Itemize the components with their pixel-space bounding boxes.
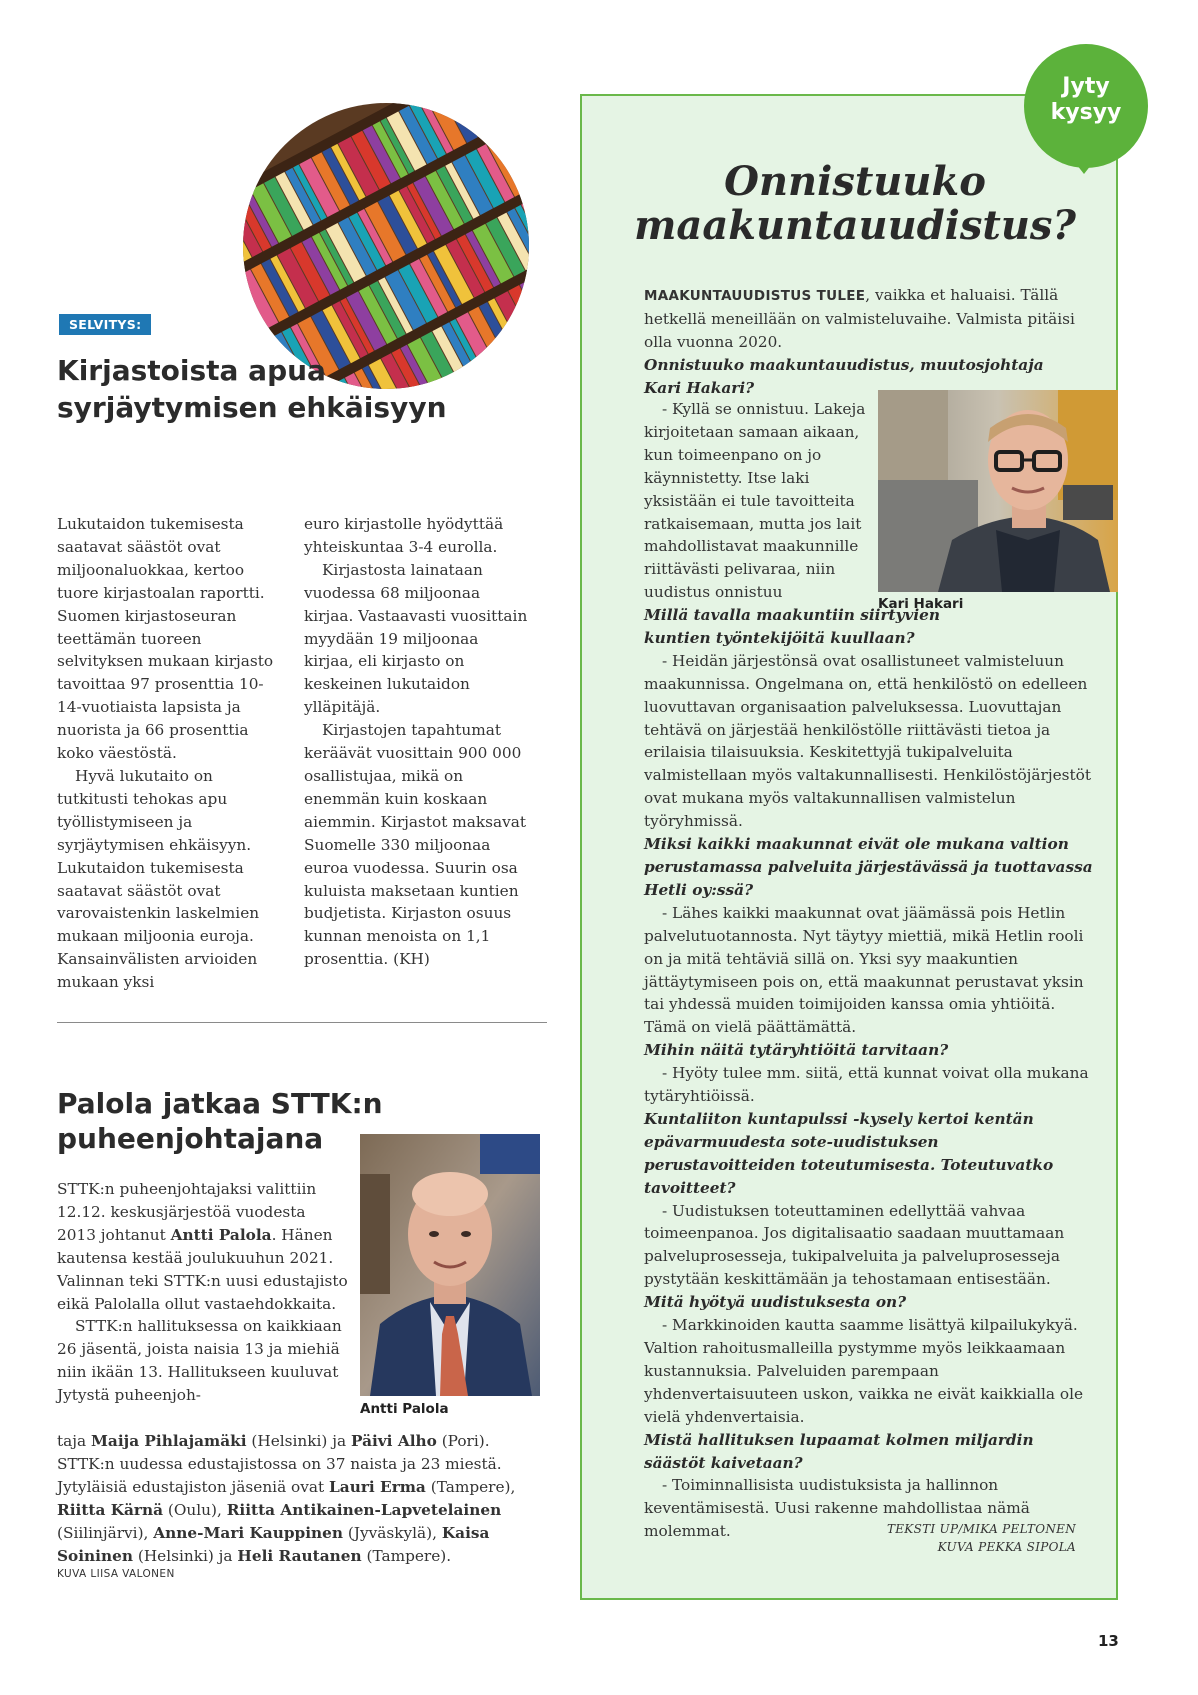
question: Mistä hallituksen lupaamat kolmen miljardin säästöt kaivetaan? bbox=[644, 1430, 1034, 1472]
credit-line: TEKSTI UP/MIKA PELTONEN bbox=[886, 1522, 1076, 1536]
person-name: Kaisa Soininen bbox=[57, 1523, 490, 1565]
palola-paragraph bbox=[57, 1178, 349, 1315]
library-paragraph: euro kirjastolle hyödyttää yhteiskuntaa 3-4 eurolla. bbox=[304, 515, 504, 556]
text-run: (Tampere), bbox=[425, 1477, 516, 1496]
interview-answer-1 bbox=[644, 398, 874, 604]
palola-portrait bbox=[360, 1134, 540, 1396]
bookshelf-photo bbox=[243, 103, 529, 389]
question: Mihin näitä tytäryhtiöitä tarvitaan? bbox=[644, 1041, 949, 1060]
bubble-line: Jyty bbox=[1062, 74, 1110, 99]
palola-body-lower bbox=[57, 1430, 527, 1567]
library-paragraph: Hyvä lukutaito on tutkitusti tehokas apu työllistymiseen ja syrjäytymisen ehkäisyyn. Lukutaidon tukemisesta saatavat säästöt ovat varovaistenkin laskelmien mukaan miljoonia euroja. Kansainvälisten arvioiden mukaan yksi bbox=[57, 766, 260, 992]
interview-body bbox=[644, 604, 1094, 1543]
library-headline: Kirjastoista apua syrjäytymisen ehkäisyyn bbox=[57, 354, 447, 424]
library-column-1 bbox=[57, 513, 279, 994]
answer: - Hyöty tulee mm. siitä, että kunnat voivat olla mukana tytäryhtiöissä. bbox=[644, 1064, 1089, 1106]
palola-headline: Palola jatkaa STTK:n puheenjohtajana bbox=[57, 1087, 383, 1155]
palola-body-upper bbox=[57, 1178, 349, 1407]
kari-hakari-portrait bbox=[878, 390, 1118, 592]
palola-photo-caption: Antti Palola bbox=[360, 1401, 449, 1417]
person-name: Riitta Antikainen-Lapvetelainen bbox=[226, 1500, 502, 1519]
library-column-2 bbox=[304, 513, 532, 971]
library-paragraph: Kirjastosta lainataan vuodessa 68 miljoonaa kirjaa. Vastaavasti vuosittain myydään 19 miljoonaa kirjaa, eli kirjasto on keskeinen lukutaidon ylläpitäjä. bbox=[304, 560, 528, 717]
interview-headline bbox=[620, 160, 1090, 248]
headline-line: Onnistuuko bbox=[724, 158, 986, 205]
answer: - Toiminnallisista uudistuksista ja hallinnon keventämisestä. Uusi rakenne mahdollistaa nämä molemmat. bbox=[644, 1476, 1030, 1541]
lead-paragraph bbox=[644, 284, 1094, 354]
text-run: , vaikka et haluaisi. Tällä hetkellä meneillään on valmisteluvaihe. Valmista pitäisi olla vuonna 2020. bbox=[644, 286, 1075, 351]
page-number: 13 bbox=[1098, 1632, 1119, 1650]
question: Mitä hyötyä uudistuksesta on? bbox=[644, 1293, 907, 1312]
book-spine bbox=[487, 103, 525, 118]
book-spine bbox=[474, 103, 514, 124]
palola-paragraph bbox=[57, 1430, 527, 1567]
kari-photo-caption: Kari Hakari bbox=[878, 596, 964, 612]
person-name: Antti Palola bbox=[170, 1225, 272, 1244]
answer: - Heidän järjestönsä ovat osallistuneet valmisteluun maakunnissa. Ongelmana on, että henkilöstö on edelleen luovuttavan organisaation palveluksessa. Luovuttajan tehtävä on järjestää henkilöstölle riittävästi tietoa ja erilaisia tilaisuuksia. Keskitettyjä tukipalveluita valmistellaan myös valtakunnallisesti. Henkilöstöjärjestöt ovat mukana myös valtakunnallisen valmistelun työryhmissä. bbox=[644, 651, 1092, 831]
text-run: (Helsinki) ja bbox=[132, 1546, 238, 1565]
book-spine bbox=[513, 124, 529, 182]
person-name: Päivi Alho bbox=[350, 1432, 437, 1450]
answer: - Kyllä se onnistuu. Lakeja kirjoitetaan samaan aikaan, kun toimeenpano on jo käynnistetty. Itse laki yksistään ei tule tavoitteita ratkaisemaan, mutta jos lait mahdollistavat maakunnille riittävästi pelivaraa, niin uudistus onnistuu bbox=[644, 400, 866, 602]
text-run: taja bbox=[57, 1432, 91, 1450]
book-spine bbox=[506, 103, 529, 107]
book-spine bbox=[497, 103, 529, 112]
headline-line: maakuntauudistus? bbox=[634, 202, 1076, 249]
jyty-kysyy-bubble bbox=[1024, 44, 1148, 168]
book-spine bbox=[468, 103, 501, 127]
person-name: Riitta Kärnä bbox=[57, 1500, 164, 1519]
book-spine bbox=[524, 120, 529, 177]
section-tag: SELVITYS: bbox=[59, 314, 151, 335]
text-run: (Oulu), bbox=[163, 1500, 227, 1519]
question: Kuntaliiton kuntapulssi -kysely kertoi kentän epävarmuudesta sote-uudistuksen perustavoitteiden toteutumisesta. Toteutuvatko tavoitteet? bbox=[644, 1109, 1054, 1197]
person-name: Anne-Mari Kauppinen bbox=[153, 1523, 344, 1542]
text-run: (Pori). STTK:n uudessa edustajistossa on 37 naista ja 23 miestä. Jytyläisiä edustajiston jäseniä ovat bbox=[57, 1432, 502, 1496]
question: Millä tavalla maakuntiin siirtyvien kuntien työntekijöitä kuullaan? bbox=[644, 606, 941, 647]
credit-line: KUVA PEKKA SIPOLA bbox=[937, 1540, 1076, 1554]
question: Onnistuuko maakuntauudistus, muutosjohtaja Kari Hakari? bbox=[644, 355, 1044, 397]
text-run: (Tampere). bbox=[361, 1546, 452, 1565]
question: Miksi kaikki maakunnat eivät ole mukana valtion perustamassa palveluita järjestävässä ja tuottavassa Hetli oy:ssä? bbox=[644, 835, 1093, 899]
library-paragraph: Lukutaidon tukemisesta saatavat säästöt ovat miljoonaluokkaa, kertoo tuore kirjastoalan raportti. Suomen kirjastoseuran teettämän tuoreen selvityksen mukaan kirjasto tavoittaa 97 prosenttia 10-14-vuotiaista lapsista ja nuorista ja 66 prosenttia koko väestöstä. bbox=[57, 515, 274, 763]
palola-photo-credit: KUVA LIISA VALONEN bbox=[57, 1568, 175, 1580]
answer: - Uudistuksen toteuttaminen edellyttää vahvaa toimeenpanoa. Jos digitalisaatio saadaan muuttamaan palveluprosesseja, tukipalveluita ja palveluprosesseja pystytään keskittämään ja tehostamaan entisestään. bbox=[644, 1201, 1065, 1289]
answer: - Lähes kaikki maakunnat ovat jäämässä pois Hetlin palvelutuotannosta. Nyt täytyy miettiä, mikä Hetlin rooli on ja mitä tehtäviä sillä on. Yksi syy maakuntien jättäytymiseen pois on, että maakunnat perustavat yksin tai yhdessä muiden toimijoiden kanssa omia yhtiöitä. Tämä on vielä päättämättä. bbox=[644, 903, 1084, 1037]
palola-paragraph: STTK:n hallituksessa on kaikkiaan 26 jäsentä, joista naisia 13 ja miehiä niin ikään 13. Hallitukseen kuuluvat Jytystä puheenjoh- bbox=[57, 1317, 342, 1405]
lead-caps: MAAKUNTAUUDISTUS TULEE bbox=[644, 288, 866, 304]
person-name: Lauri Erma bbox=[329, 1477, 426, 1496]
section-divider bbox=[57, 1022, 547, 1023]
interview-intro bbox=[644, 284, 1094, 400]
text-run: (Siilinjärvi), bbox=[57, 1523, 154, 1542]
person-name: Maija Pihlajamäki bbox=[91, 1432, 247, 1450]
person-name: Heli Rautanen bbox=[237, 1546, 362, 1565]
bubble-line: kysyy bbox=[1050, 100, 1122, 125]
answer: - Markkinoiden kautta saamme lisättyä kilpailukykyä. Valtion rahoitusmalleilla pystymme myös leikkaamaan kustannuksia. Palveluiden parempaan yhdenvertaisuuteen uskon, vaikka ne eivät kaikkialla ole vielä yhdenvertaisia. bbox=[644, 1316, 1084, 1426]
text-run: (Jyväskylä), bbox=[343, 1523, 442, 1542]
text-run: (Helsinki) ja bbox=[246, 1432, 351, 1450]
text-run: . Hänen kautensa kestää joulukuuhun 2021. Valinnan teki STTK:n uusi edustajisto eikä Palolalla ollut vastaehdokkaita. bbox=[57, 1225, 348, 1313]
library-paragraph: Kirjastojen tapahtumat keräävät vuosittain 900 000 osallistujaa, mikä on enemmän kuin koskaan aiemmin. Kirjastot maksavat Suomelle 330 miljoonaa euroa vuodessa. Suurin osa kuluista maksetaan kuntien budjetista. Kirjaston osuus kunnan menoista on 1,1 prosenttia. (KH) bbox=[304, 721, 527, 969]
text-run: STTK:n puheenjohtajaksi valittiin 12.12. keskusjärjestöä vuodesta 2013 johtanut bbox=[57, 1180, 317, 1244]
interview-credits bbox=[820, 1520, 1076, 1556]
